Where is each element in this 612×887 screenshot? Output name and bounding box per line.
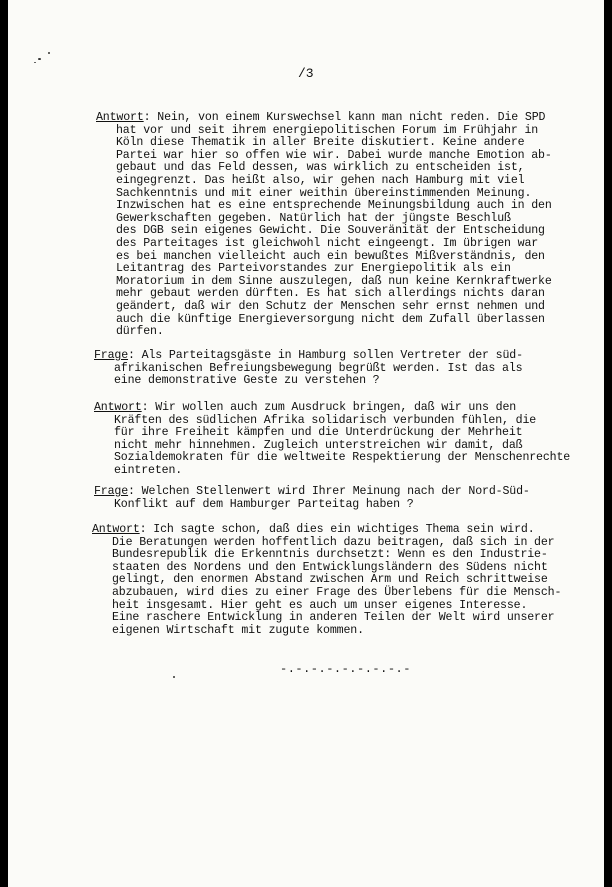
speaker-label: Frage <box>94 485 129 498</box>
text-line: gelingt, den enormen Abstand zwischen Arm und Reich schrittweise <box>112 573 548 587</box>
text-line: auch die künftige Energieversorgung nicht dem Zufall überlassen <box>116 312 545 326</box>
answer-block-2 <box>94 402 570 478</box>
text-line: Bundesrepublik die Erkenntnis durchsetzt: Wenn es den Industrie- <box>112 548 548 562</box>
text-line: es bei manchen vielleicht auch ein bewußtes Mißverständnis, den <box>116 249 545 263</box>
text-line: Antwort: Wir wollen auch zum Ausdruck bringen, daß wir uns den <box>94 401 517 414</box>
text-line: Inzwischen hat es eine entsprechende Meinungsbildung auch in den <box>116 199 552 213</box>
text-line: eigenen Wirtschaft mit zugute kommen. <box>112 623 364 637</box>
text-line: Frage: Als Parteitagsgäste in Hamburg sollen Vertreter der süd- <box>94 349 523 362</box>
text-line: Sachkenntnis und mit einer weithin übereinstimmenden Meinung. <box>116 186 532 200</box>
document-page <box>8 0 604 887</box>
speaker-label: Antwort <box>94 401 142 414</box>
speaker-label: Antwort <box>96 111 144 124</box>
speaker-label: Frage <box>94 349 129 362</box>
text-line: eingegrenzt. Das heißt also, wir gehen nach Hamburg mit viel <box>116 173 525 187</box>
text-line: afrikanischen Befreiungsbewegung begrüßt werden. Ist das als <box>114 361 523 375</box>
text-line: mehr gebaut werden dürften. Es hat sich allerdings nichts daran <box>116 287 545 301</box>
text-line: eintreten. <box>114 463 183 477</box>
question-block-1 <box>94 350 523 388</box>
text-line: staaten des Nordens und den Entwicklungsländern des Südens nicht <box>112 560 548 574</box>
closing-mark: -.-.-.-.-.-.-.-.- <box>280 662 411 676</box>
question-block-2 <box>94 486 530 511</box>
text-line: Konflikt auf dem Hamburger Parteitag haben ? <box>114 497 414 511</box>
text-line: heit insgesamt. Hier geht es auch um unser eigenes Interesse. <box>112 598 528 612</box>
scan-speck <box>48 52 50 54</box>
text-line: nicht mehr hinnehmen. Zugleich unterstreichen wir damit, daß <box>114 438 523 452</box>
speaker-label: Antwort <box>92 523 140 536</box>
text-line: des DGB sein eigenes Gewicht. Die Souveränität der Entscheidung <box>116 224 545 238</box>
text-line: eine demonstrative Geste zu verstehen ? <box>114 374 380 388</box>
text-line: Partei war hier so offen wie wir. Dabei wurde manche Emotion ab- <box>116 148 552 162</box>
scan-speck <box>38 58 41 60</box>
text-line: Frage: Welchen Stellenwert wird Ihrer Meinung nach der Nord-Süd- <box>94 485 530 498</box>
text-line: geändert, daß wir den Schutz der Menschen sehr ernst nehmen und <box>116 299 545 313</box>
text-line: Köln diese Thematik in aller Breite diskutiert. Keine andere <box>116 136 525 150</box>
answer-block-3 <box>92 524 561 637</box>
page-number: /3 <box>298 66 314 81</box>
text-line: des Parteitages ist gleichwohl nicht eingeengt. Im übrigen war <box>116 236 539 250</box>
text-line: Leitantrag des Parteivorstandes zur Energiepolitik als ein <box>116 262 511 276</box>
text-line: Eine raschere Entwicklung in anderen Teilen der Welt wird unserer <box>112 611 555 625</box>
text-line: Moratorium in dem Sinne auszulegen, daß nun keine Kernkraftwerke <box>116 274 552 288</box>
text-line: Antwort: Ich sagte schon, daß dies ein wichtiges Thema sein wird. <box>92 523 535 536</box>
answer-block-1 <box>96 112 552 339</box>
text-line: Die Beratungen werden hoffentlich dazu beitragen, daß sich in der <box>112 535 555 549</box>
text-line: Kräften des südlichen Afrika solidarisch verbunden fühlen, die <box>114 413 537 427</box>
scan-speck <box>34 62 36 63</box>
text-line: hat vor und seit ihrem energiepolitischen Forum im Frühjahr in <box>116 123 539 137</box>
text-line: Antwort: Nein, von einem Kurswechsel kann man nicht reden. Die SPD <box>96 111 546 124</box>
text-line: Gewerkschaften gegeben. Natürlich hat der jüngste Beschluß <box>116 211 511 225</box>
text-line: Sozialdemokraten für die weltweite Respektierung der Menschenrechte <box>114 451 571 465</box>
text-line: gebaut und das Feld dessen, was wirklich zu entscheiden ist, <box>116 161 525 175</box>
text-line: für ihre Freiheit kämpfen und die Unterdrückung der Mehrheit <box>114 426 523 440</box>
text-line: dürfen. <box>116 325 164 339</box>
scan-speck <box>173 676 175 678</box>
text-line: abzubauen, wird dies zu einer Frage des Überlebens für die Mensch- <box>112 585 562 599</box>
